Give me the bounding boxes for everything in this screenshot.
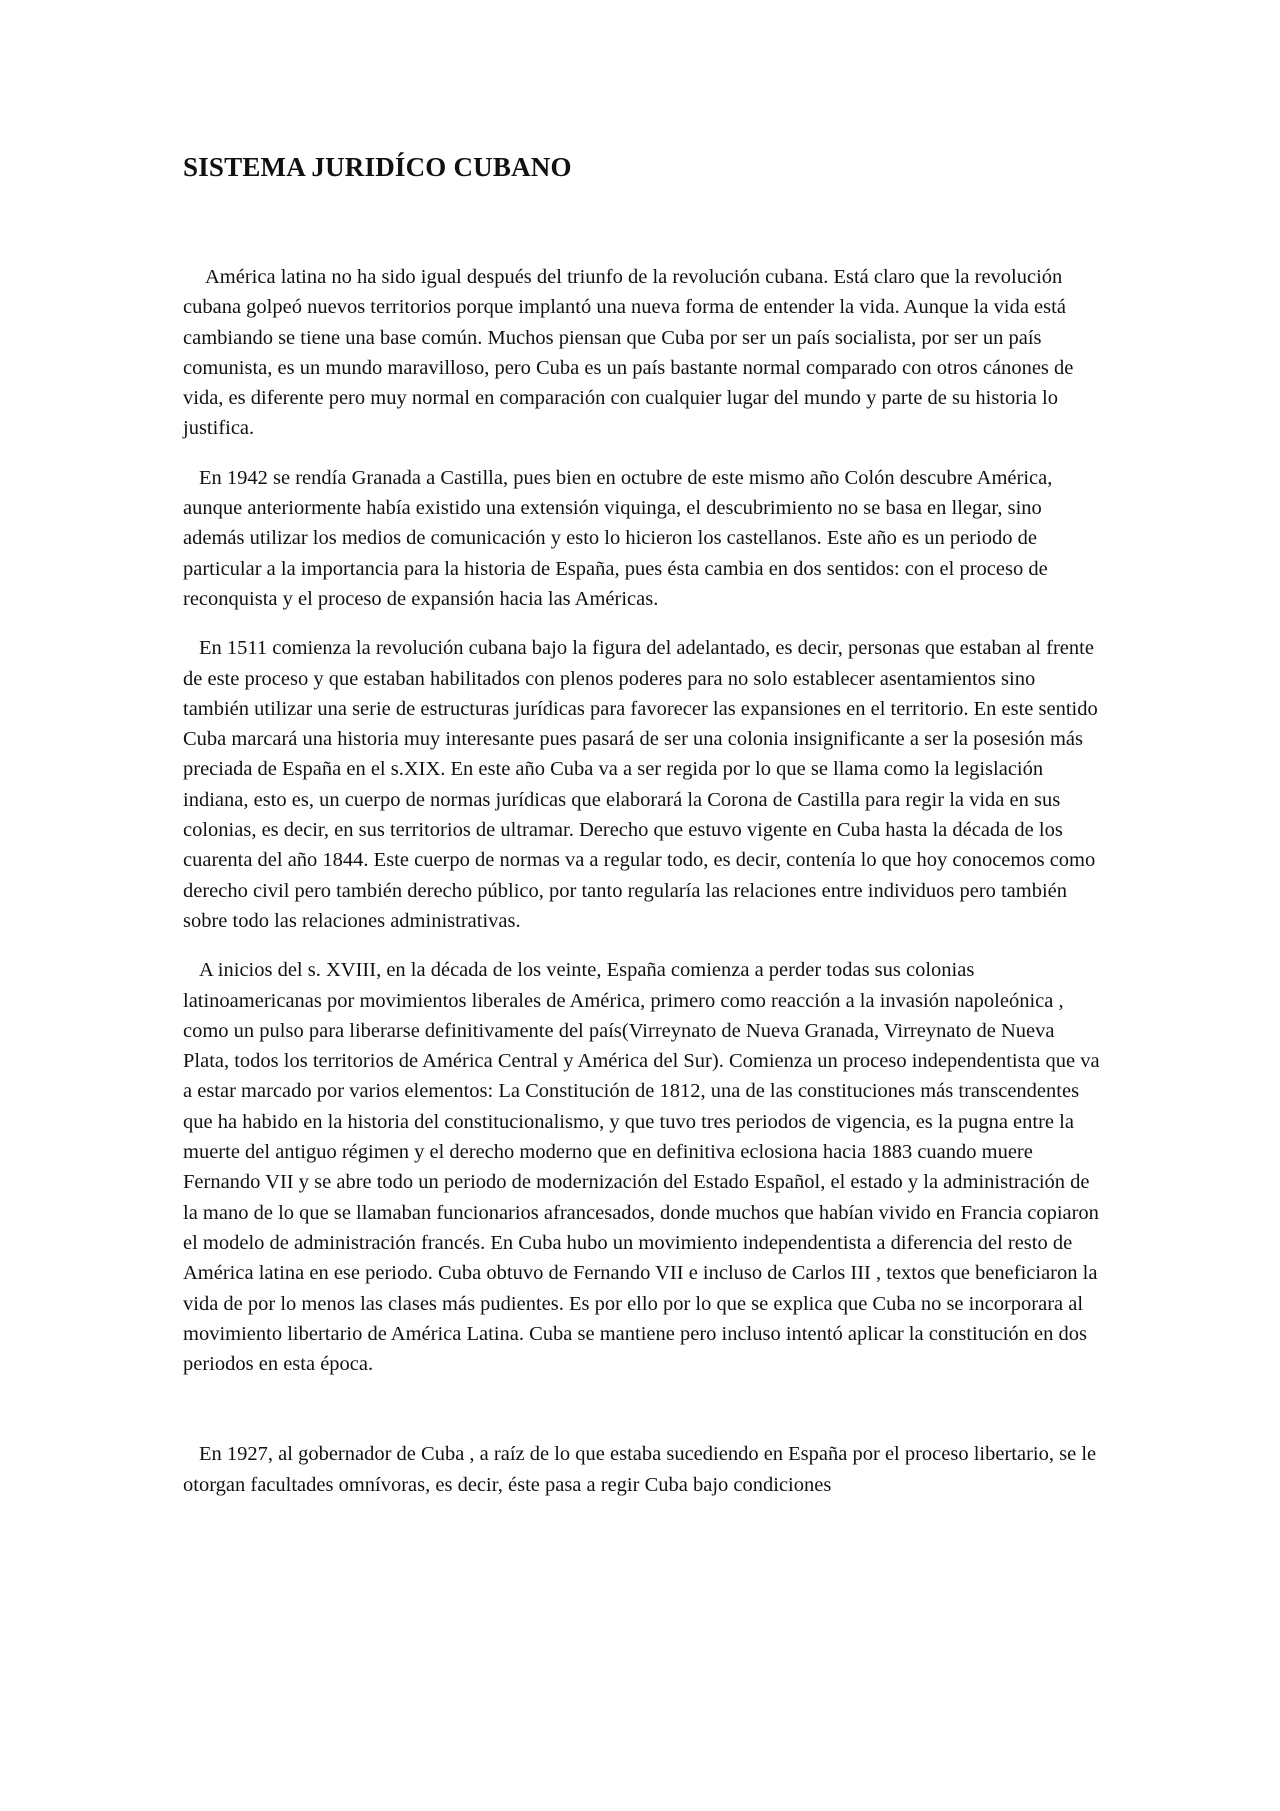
paragraph-1511: En 1511 comienza la revolución cubana bajo la figura del adelantado, es decir, personas que estaban al frente de este proceso y que estaban habilitados con plenos poderes para no solo establecer asentamientos sino también utilizar una serie de estructuras jurídicas para favorecer las expansiones en el territorio. En este sentido Cuba marcará una historia muy interesante pues pasará de ser una colonia insignificante a ser la posesión más preciada de España en el s.XIX. En este año Cuba va a ser regida por lo que se llama como la legislación indiana, esto es, un cuerpo de normas jurídicas que elaborará la Corona de Castilla para regir la vida en sus colonias, es decir, en sus territorios de ultramar. Derecho que estuvo vigente en Cuba hasta la década de los cuarenta del año 1844. Este cuerpo de normas va a regular todo, es decir, contenía lo que hoy conocemos como derecho civil pero también derecho público, por tanto regularía las relaciones entre individuos pero también sobre todo las relaciones administrativas. <box>183 637 1098 932</box>
document-title: SISTEMA JURIDÍCO CUBANO <box>183 152 572 182</box>
paragraph-xviii: A inicios del s. XVIII, en la década de los veinte, España comienza a perder todas sus colonias latinoamericanas por movimientos liberales de América, primero como reacción a la invasión napoleónica , como un pulso para liberarse definitivamente del país(Virreynato de Nueva Granada, Virreynato de Nueva Plata, todos los territorios de América Central y América del Sur). Comienza un proceso independentista que va a estar marcado por varios elementos: La Constitución de 1812, una de las constituciones más transcendentes que ha habido en la historia del constitucionalismo, y que tuvo tres periodos de vigencia, es la pugna entre la muerte del antiguo régimen y el derecho moderno que en definitiva eclosiona hacia 1883 cuando muere Fernando VII y se abre todo un periodo de modernización del Estado Español, el estado y la administración de la mano de lo que se llamaban funcionarios afrancesados, donde muchos que habían vivido en Francia copiaron el modelo de administración francés. En Cuba hubo un movimiento independentista a diferencia del resto de América latina en ese periodo. Cuba obtuvo de Fernando VII e incluso de Carlos III , textos que beneficiaron la vida de por lo menos las clases más pudientes. Es por ello por lo que se explica que Cuba no se incorporara al movimiento libertario de América Latina. Cuba se mantiene pero incluso intentó aplicar la constitución en dos periodos en esta época. <box>183 959 1100 1376</box>
document-body <box>183 262 1103 1519</box>
paragraph-1942: En 1942 se rendía Granada a Castilla, pues bien en octubre de este mismo año Colón descubre América, aunque anteriormente había existido una extensión viquinga, el descubrimiento no se basa en llegar, sino además utilizar los medios de comunicación y esto lo hicieron los castellanos. Este año es un periodo de particular a la importancia para la historia de España, pues ésta cambia en dos sentidos: con el proceso de reconquista y el proceso de expansión hacia las Américas. <box>183 466 1053 610</box>
paragraph-1927: En 1927, al gobernador de Cuba , a raíz de lo que estaba sucediendo en España por el proceso libertario, se le otorgan facultades omnívoras, es decir, éste pasa a regir Cuba bajo condiciones <box>183 1443 1097 1496</box>
paragraph-intro: América latina no ha sido igual después del triunfo de la revolución cubana. Está claro que la revolución cubana golpeó nuevos territorios porque implantó una nueva forma de entender la vida. Aunque la vida está cambiando se tiene una base común. Muchos piensan que Cuba por ser un país socialista, por ser un país comunista, es un mundo maravilloso, pero Cuba es un país bastante normal comparado con otros cánones de vida, es diferente pero muy normal en comparación con cualquier lugar del mundo y parte de su historia lo justifica. <box>183 266 1074 440</box>
